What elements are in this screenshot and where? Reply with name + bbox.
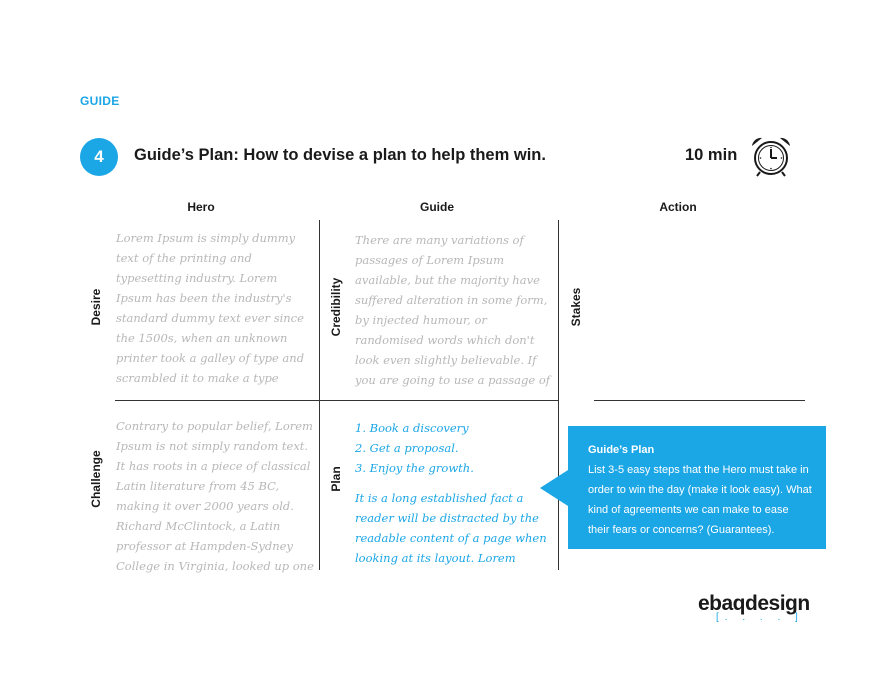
column-header-guide: Guide (419, 200, 454, 214)
row-label-plan: Plan (329, 466, 343, 492)
credibility-placeholder-text: There are many variations of passages of Lorem Ipsum available, but the majority have suffered alteration in some form, by injected humour, or randomised words which don't look even slightly believable. If you are going to use a passage of (355, 233, 551, 387)
callout-title: Guide’s Plan (588, 444, 655, 456)
grid-divider-vertical-2 (558, 220, 559, 570)
brand-logo: ebaqdesign (698, 592, 810, 615)
grid-divider-vertical-1 (319, 220, 320, 570)
plan-example-text: It is a long established fact a reader will be distracted by the readable content of a page when looking at its layout. Lorem (355, 491, 547, 565)
duration-label: 10 min (685, 146, 738, 164)
plan-steps-list (355, 418, 553, 478)
callout-pointer (540, 470, 568, 506)
column-header-hero: Hero (187, 200, 215, 214)
plan-step: 2. Get a proposal. (355, 441, 459, 455)
alarm-clock-icon (748, 134, 794, 178)
plan-step: 1. Book a discovery (355, 421, 469, 435)
grid-divider-horizontal (115, 400, 805, 401)
brand-logo-dots: [. . . . ] (716, 612, 804, 623)
callout-body: List 3-5 easy steps that the Hero must take in order to win the day (make it look easy). What kind of agreements we can make to ease their fears or concerns? (Guarantees). (588, 464, 812, 536)
challenge-placeholder-text: Contrary to popular belief, Lorem Ipsum is not simply random text. It has roots in a piece of classical Latin literature from 45 BC, making it over 2000 years old. Richard McClintock, a Latin professor at Hampden-Sydney College in Virginia, looked up one (116, 419, 314, 573)
row-label-stakes: Stakes (569, 287, 583, 327)
column-header-action: Action (659, 200, 697, 214)
desire-placeholder-text: Lorem Ipsum is simply dummy text of the printing and typesetting industry. Lorem Ipsum has been the industry's standard dummy text ever since the 1500s, when an unknown printer took a galley of type and scrambled it to make a type (116, 231, 305, 385)
section-label: GUIDE (80, 94, 120, 108)
row-label-desire: Desire (89, 288, 103, 326)
step-number-badge: 4 (80, 138, 118, 176)
row-label-challenge: Challenge (89, 450, 103, 508)
row-label-credibility: Credibility (329, 277, 343, 337)
grid-gap (559, 399, 594, 402)
plan-step: 3. Enjoy the growth. (355, 461, 474, 475)
page-title: Guide’s Plan: How to devise a plan to help them win. (134, 146, 546, 164)
guides-plan-callout (568, 426, 826, 549)
